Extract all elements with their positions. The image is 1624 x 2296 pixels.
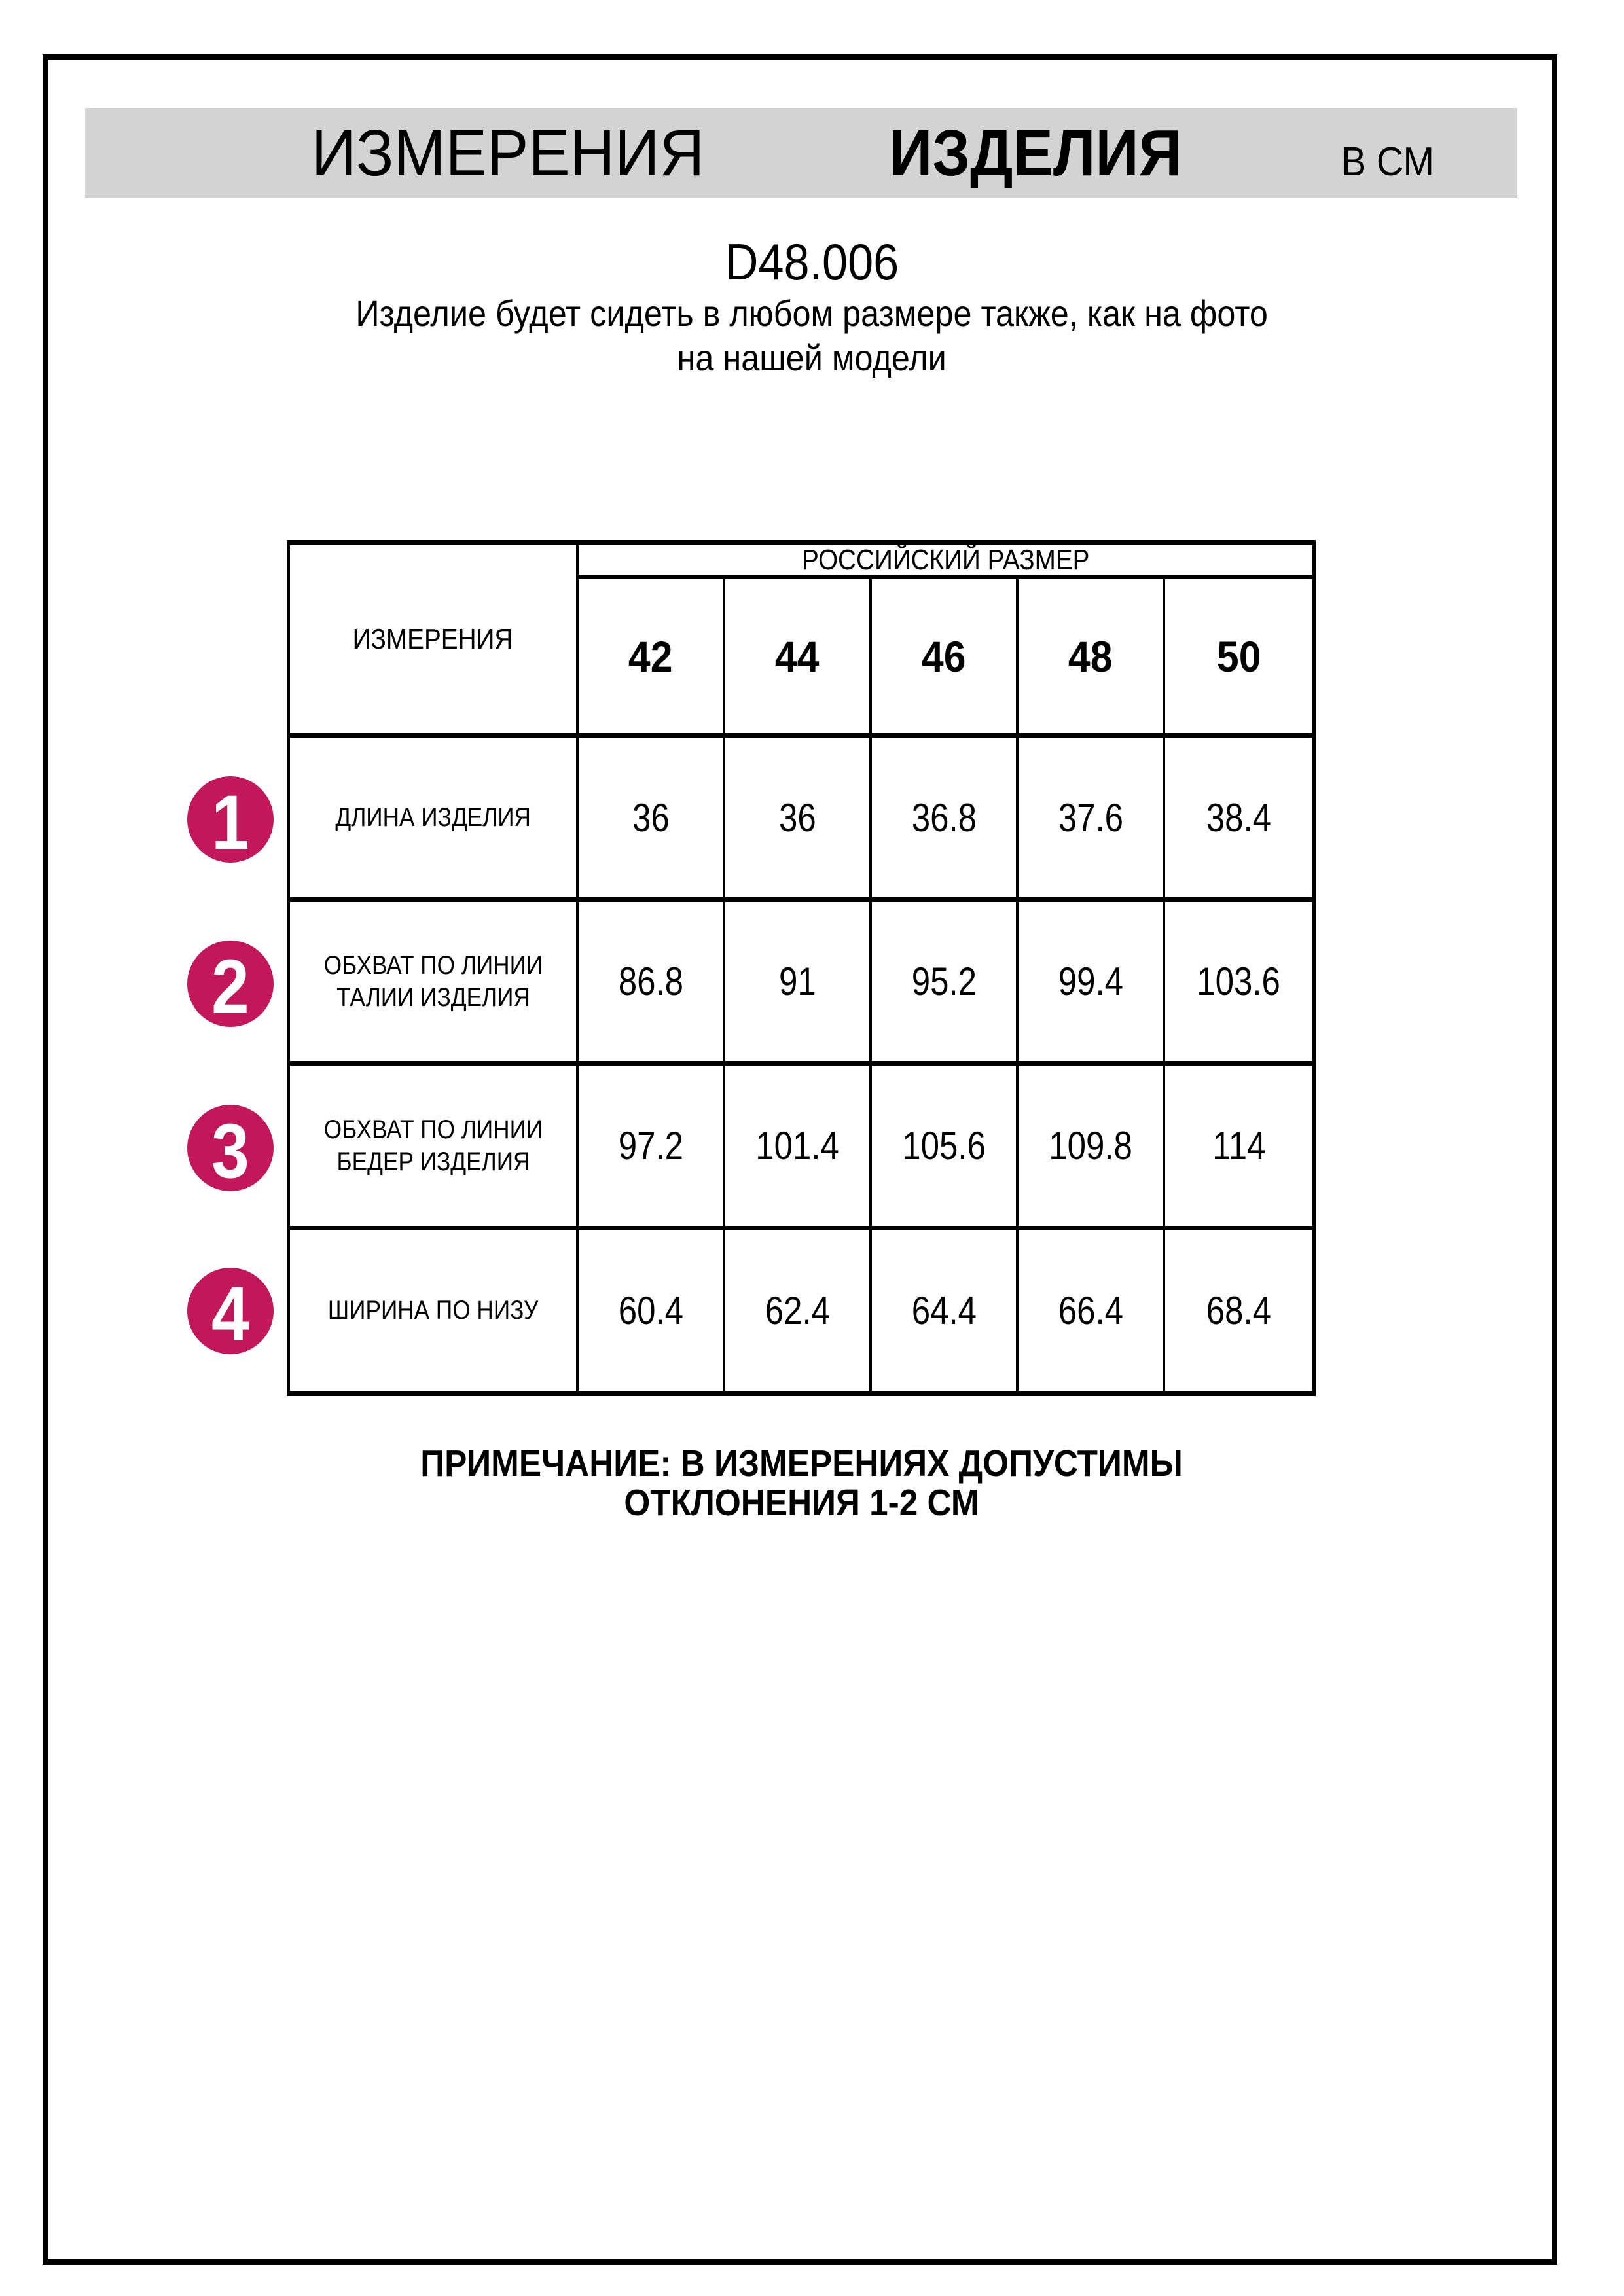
- value-cell: 97.2: [579, 1066, 725, 1230]
- row-label-cell: [290, 1230, 579, 1391]
- value-cell: 60.4: [579, 1230, 725, 1391]
- description-line-1: Изделие будет сидеть в любом размере также, как на фото: [355, 293, 1269, 334]
- row-label-cell: [290, 1066, 579, 1230]
- value-cell: 109.8: [1019, 1066, 1165, 1230]
- tolerance-note: [287, 1444, 1316, 1522]
- size-header-cell-44: 44: [725, 579, 872, 738]
- value-cell: 99.4: [1019, 902, 1165, 1066]
- row-label-line: ОБХВАТ ПО ЛИНИИ: [323, 950, 543, 980]
- row-number-badge-2: 2: [187, 941, 274, 1027]
- size-header-cell-46: 46: [872, 579, 1019, 738]
- row-label-line: ТАЛИИ ИЗДЕЛИЯ: [336, 982, 530, 1012]
- value-cell: 64.4: [872, 1230, 1019, 1391]
- value-cell: 91: [725, 902, 872, 1066]
- header-title-product: ИЗДЕЛИЯ: [889, 116, 1182, 190]
- row-number-badge-3: 3: [187, 1105, 274, 1191]
- table-corner-header-text: ИЗМЕРЕНИЯ: [353, 622, 513, 655]
- row-number-badge-4: 4: [187, 1268, 274, 1354]
- size-header-cell-50: 50: [1165, 579, 1312, 738]
- value-cell: 66.4: [1019, 1230, 1165, 1391]
- header-bar: [85, 108, 1517, 198]
- value-cell: 36: [725, 738, 872, 902]
- size-header-cell-48: 48: [1019, 579, 1165, 738]
- row-number-badge-1: 1: [187, 776, 274, 863]
- value-cell: 95.2: [872, 902, 1019, 1066]
- description-line-2: на нашей модели: [677, 337, 947, 378]
- table-corner-header-cell: [290, 545, 579, 738]
- size-table: [287, 540, 1316, 1396]
- row-label-line: ШИРИНА ПО НИЗУ: [327, 1296, 539, 1325]
- tolerance-note-text: ПРИМЕЧАНИЕ: В ИЗМЕРЕНИЯХ ДОПУСТИМЫ ОТКЛОНЕНИЯ 1-2 СМ: [420, 1443, 1183, 1524]
- value-cell: 36: [579, 738, 725, 902]
- size-group-header-cell: [579, 545, 1312, 579]
- header-unit-label: В СМ: [1341, 139, 1434, 185]
- value-cell: 38.4: [1165, 738, 1312, 902]
- value-cell: 105.6: [872, 1066, 1019, 1230]
- product-code: [0, 233, 1624, 291]
- row-label-cell: [290, 902, 579, 1066]
- value-cell: 62.4: [725, 1230, 872, 1391]
- header-title-measurements: ИЗМЕРЕНИЯ: [311, 116, 705, 190]
- row-label-line: ДЛИНА ИЗДЕЛИЯ: [335, 802, 531, 832]
- row-label-line: БЕДЕР ИЗДЕЛИЯ: [336, 1147, 530, 1176]
- size-group-header-text: РОССИЙСКИЙ РАЗМЕР: [801, 543, 1090, 576]
- value-cell: 68.4: [1206, 1289, 1272, 1333]
- product-code-text: D48.006: [725, 233, 899, 291]
- size-header-cell-42: 42: [579, 579, 725, 738]
- value-cell: 101.4: [725, 1066, 872, 1230]
- value-cell: 37.6: [1019, 738, 1165, 902]
- fit-description: [0, 291, 1624, 380]
- value-cell: 86.8: [579, 902, 725, 1066]
- value-cell: 103.6: [1165, 902, 1312, 1066]
- value-cell: 114: [1165, 1066, 1312, 1230]
- value-cell: 36.8: [872, 738, 1019, 902]
- row-label-line: ОБХВАТ ПО ЛИНИИ: [323, 1115, 543, 1144]
- row-label-cell: [290, 738, 579, 902]
